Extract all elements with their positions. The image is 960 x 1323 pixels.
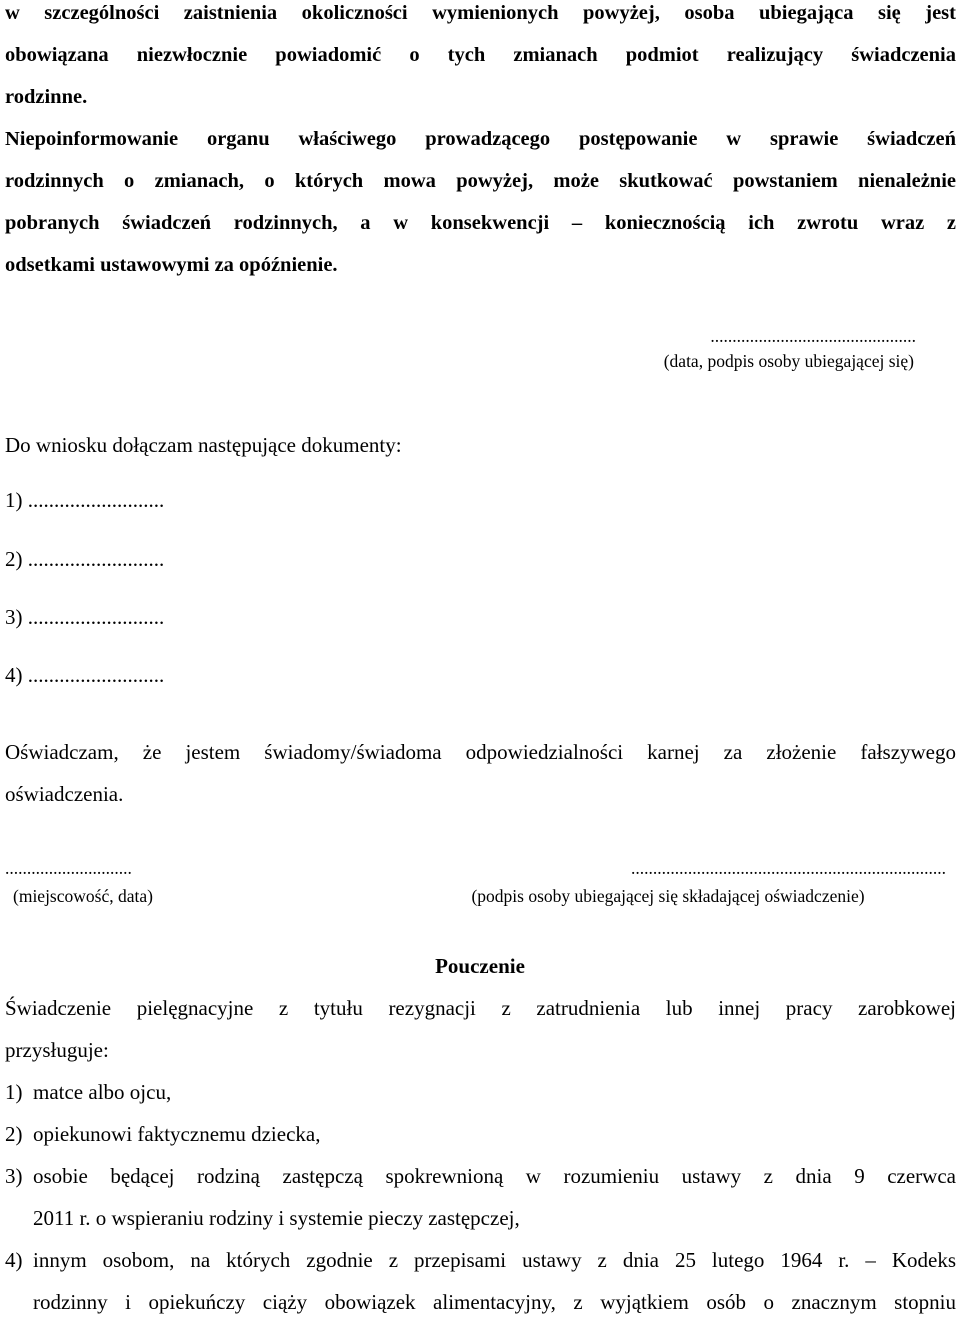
list-item xyxy=(5,1113,956,1155)
warning-line: rodzinnych o zmianach, o których mowa powyżej, może skutkować powstaniem nienależnie xyxy=(5,170,956,192)
attachment-item-3: 3) .......................... xyxy=(5,605,165,629)
warning-line: pobranych świadczeń rodzinnych, a w konsekwencji – koniecznością ich zwrotu wraz z xyxy=(5,212,956,234)
declaration-line: oświadczenia. xyxy=(5,782,124,806)
list-number: 2) xyxy=(5,1122,23,1146)
pouczenie-intro-line: Świadczenie pielęgnacyjne z tytułu rezygnacji z zatrudnienia lub innej pracy zarobkowej xyxy=(5,996,956,1020)
list-text: matce albo ojcu, xyxy=(33,1080,172,1104)
intro-paragraph xyxy=(5,0,956,118)
intro-line: w szczególności zaistnienia okoliczności wymienionych powyżej, osoba ubiegająca się jest xyxy=(5,2,956,24)
intro-line: rodzinne. xyxy=(5,86,88,108)
warning-line: Niepoinformowanie organu właściwego prowadzącego postępowanie w sprawie świadczeń xyxy=(5,128,956,150)
list-number: 1) xyxy=(5,1080,23,1104)
list-item-continuation xyxy=(5,1281,956,1323)
attachment-item-1: 1) .......................... xyxy=(5,488,165,512)
list-number: 4) xyxy=(5,1248,23,1272)
list-text: rodzinny i opiekuńczy ciąży obowiązek alimentacyjny, z wyjątkiem osób o znacznym stopniu xyxy=(33,1290,956,1314)
declarant-caption: (podpis osoby ubiegającej się składającej oświadczenie) xyxy=(471,886,865,906)
intro-line: obowiązana niezwłocznie powiadomić o tych zmianach podmiot realizujący świadczenia xyxy=(5,44,956,66)
place-date-dots: ............................. xyxy=(5,858,132,878)
list-item xyxy=(5,1155,956,1197)
pouczenie-intro-line: przysługuje: xyxy=(5,1038,109,1062)
signature-block-place-date xyxy=(5,857,185,907)
warning-line: odsetkami ustawowymi za opóźnienie. xyxy=(5,254,338,276)
list-text: osobie będącej rodziną zastępczą spokrewnioną w rozumieniu ustawy z dnia 9 czerwca xyxy=(33,1164,956,1188)
list-number: 3) xyxy=(5,1164,23,1188)
pouczenie-title: Pouczenie xyxy=(435,954,525,978)
list-item xyxy=(5,1071,956,1113)
signature-block-declarant xyxy=(430,857,946,907)
declarant-dots: ........................................................................ xyxy=(631,858,946,878)
declaration-paragraph xyxy=(5,731,956,815)
list-text: 2011 r. o wspieraniu rodziny i systemie pieczy zastępczej, xyxy=(33,1206,520,1230)
declaration-line: Oświadczam, że jestem świadomy/świadoma odpowiedzialności karnej za złożenie fałszywego xyxy=(5,740,956,764)
place-date-caption: (miejscowość, data) xyxy=(13,886,153,906)
attachment-item-2: 2) .......................... xyxy=(5,547,165,571)
list-item-continuation xyxy=(5,1197,956,1239)
attachment-item-4: 4) .......................... xyxy=(5,663,165,687)
signature-dots: ............................................... xyxy=(710,326,916,346)
signature-block-applicant xyxy=(664,325,914,372)
list-text: opiekunowi faktycznemu dziecka, xyxy=(33,1122,321,1146)
pouczenie-list xyxy=(5,1071,956,1323)
pouczenie-intro xyxy=(5,987,956,1071)
list-text: innym osobom, na których zgodnie z przepisami ustawy z dnia 25 lutego 1964 r. – Kodeks xyxy=(33,1248,956,1272)
warning-paragraph xyxy=(5,118,956,286)
list-item xyxy=(5,1239,956,1281)
signature-caption: (data, podpis osoby ubiegającej się) xyxy=(663,351,914,371)
attachments-heading: Do wniosku dołączam następujące dokumenty: xyxy=(5,433,402,457)
